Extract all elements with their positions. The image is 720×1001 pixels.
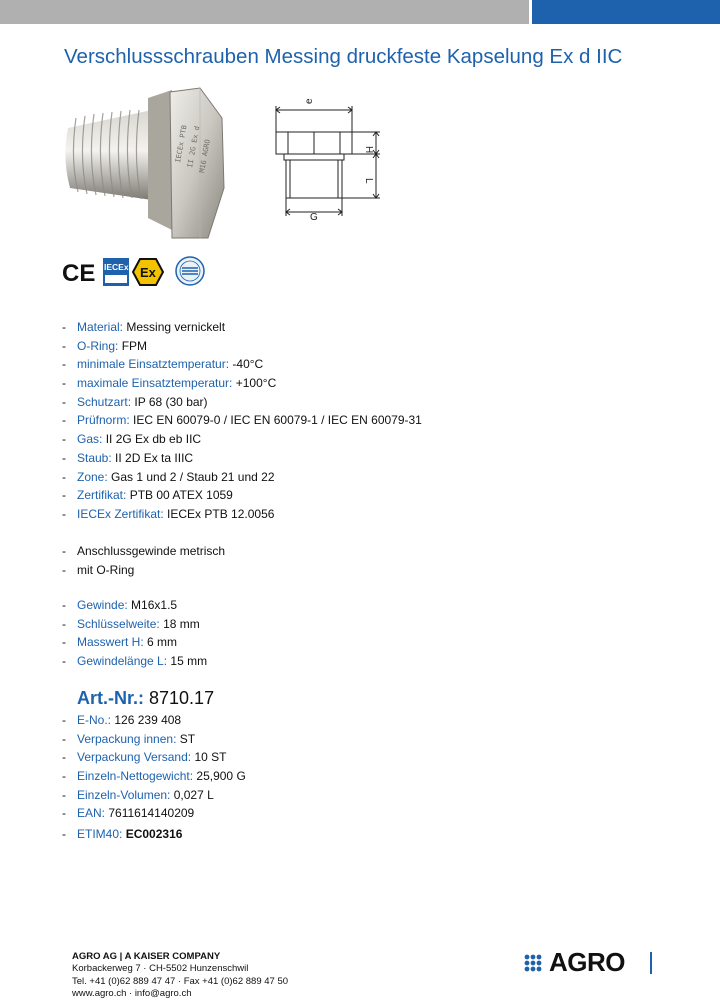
feature-item: - Anschlussgewinde metrisch [62,544,226,558]
agro-logo: AGRO [549,947,625,977]
spec-item: - Prüfnorm: IEC EN 60079-0 / IEC EN 60079-1 / IEC EN 60079-31 [62,413,422,428]
spec-item: - Zone: Gas 1 und 2 / Staub 21 und 22 [62,469,275,484]
footer-street: Korbackerweg 7 · CH-5502 Hunzenschwil [72,963,249,975]
spec-item: - maximale Einsatztemperatur: +100°C [62,376,277,391]
dim-g-label: G [310,212,318,223]
order-info-item: - E-No.: 126 239 408 [62,713,182,727]
svg-text:IECEx PTB: IECEx PTB [174,124,189,164]
ex-hexagon-icon [132,257,164,287]
header-bar-blue [532,0,720,24]
dimension-item: - Gewinde: M16x1.5 [62,598,178,612]
order-info-list [62,711,246,823]
spec-item: - Material: Messing vernickelt [62,320,226,334]
dimension-item: - Schlüsselweite: 18 mm [62,616,200,631]
dimension-list [62,596,207,671]
footer-company: AGRO AG | A KAISER COMPANY [72,951,221,962]
dim-l-label: L [363,178,374,184]
header-bar-grey [0,0,529,24]
svg-text:M16 AGRO: M16 AGRO [198,138,212,174]
spec-list [62,318,422,524]
dimension-item: - Masswert H: 6 mm [62,635,178,650]
svg-text:IECEx: IECEx [104,262,129,272]
logo-divider [650,952,652,974]
order-info-item: - Verpackung innen: ST [62,731,196,746]
etim-class: - ETIM40: EC002316 [62,827,183,841]
order-info-item: - Verpackung Versand: 10 ST [62,750,227,765]
page-title: Verschlussschrauben Messing druckfeste Kapselung Ex d IIC [64,45,623,68]
order-info-item: - Einzeln-Volumen: 0,027 L [62,787,214,802]
technical-drawing [262,92,390,222]
spec-item: - Gas: II 2G Ex db eb IIC [62,432,202,447]
spec-item: - Staub: II 2D Ex ta IIIC [62,450,194,465]
spec-item: - IECEx Zertifikat: IECEx PTB 12.0056 [62,506,275,521]
agro-logo-icon [524,948,546,978]
order-info-item: - Einzeln-Nettogewicht: 25,900 G [62,769,246,784]
product-photo [60,88,228,248]
quality-seal-icon [174,255,206,287]
spec-item: - Zertifikat: PTB 00 ATEX 1059 [62,488,233,503]
svg-text:II 2G Ex d: II 2G Ex d [186,125,202,169]
ce-mark-icon [62,259,96,287]
footer-phone: Tel. +41 (0)62 889 47 47 · Fax +41 (0)62 889 47 50 [72,975,289,987]
order-info-item: - EAN: 7611614140209 [62,806,195,821]
footer-address [72,951,288,1000]
article-number: Art.-Nr.: 8710.17 [77,688,215,708]
spec-item: - O-Ring: FPM [62,338,148,353]
svg-text:CE: CE [62,260,96,287]
spec-item: - Schutzart: IP 68 (30 bar) [62,394,208,409]
footer-web[interactable]: www.agro.ch · info@agro.ch [72,987,192,999]
feature-list [62,542,225,579]
iecex-mark-icon [102,257,130,287]
dim-e-label: e [304,98,315,104]
svg-text:Ex: Ex [140,265,156,280]
feature-item: - mit O-Ring [62,562,135,577]
dimension-item: - Gewindelänge L: 15 mm [62,654,208,669]
spec-item: - minimale Einsatztemperatur: -40°C [62,357,264,372]
dim-h-label: H [363,146,374,154]
